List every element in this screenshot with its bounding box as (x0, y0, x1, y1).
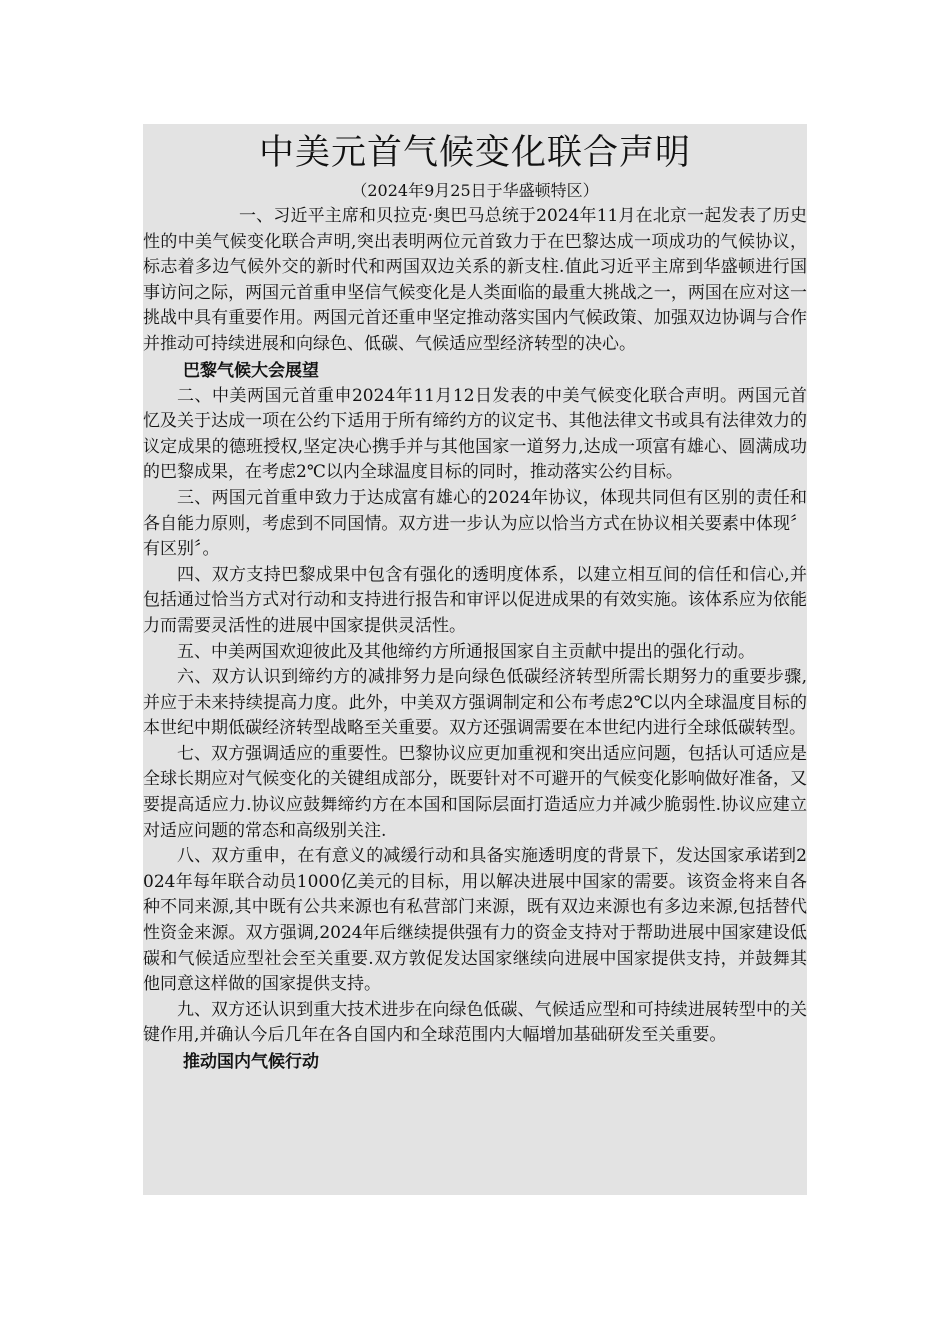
paragraph-6: 六、双方认识到缔约方的减排努力是向绿色低碳经济转型所需长期努力的重要步骤,并应于未来持续提高力度。此外，中美双方强调制定和公布考虑2℃以内全球温度目标的本世纪中期低碳经济转型战略至关重要。双方还强调需要在本世纪内进行全球低碳转型。 (143, 667, 807, 739)
paragraph-8: 八、双方重申，在有意义的减缓行动和具备实施透明度的背景下，发达国家承诺到2024年每年联合动员1000亿美元的目标，用以解决进展中国家的需要。该资金将来自各种不同来源,其中既有公共来源也有私营部门来源，既有双边来源也有多边来源,包括替代性资金来源。双方强调,2024年后继续提供强有力的资金支持对于帮助进展中国家建设低碳和气候适应型社会至关重要.双方敦促发达国家继续向进展中国家提供支持，并鼓舞其他同意这样做的国家提供支持。 (143, 846, 807, 995)
paragraph-4: 四、双方支持巴黎成果中包含有强化的透明度体系，以建立相互间的信任和信心,并包括通过恰当方式对行动和支持进行报告和审评以促进成果的有效实施。该体系应为依能力而需要灵活性的进展中国家提供灵活性。 (143, 564, 807, 636)
section-heading-paris-outlook: 巴黎气候大会展望 (183, 360, 319, 381)
document-title: 中美元首气候变化联合声明 (258, 133, 691, 173)
paragraph-9: 九、双方还认识到重大技术进步在向绿色低碳、气候适应型和可持续进展转型中的关键作用,并确认今后几年在各自国内和全球范围内大幅增加基础研发至关重要。 (143, 999, 807, 1046)
paragraph-1: 一、习近平主席和贝拉克·奥巴马总统于2024年11月在北京一起发表了历史性的中美气候变化联合声明,突出表明两位元首致力于在巴黎达成一项成功的气候协议，标志着多边气候外交的新时代和两国双边关系的新支柱.值此习近平主席到华盛顿进行国事访问之际，两国元首重申坚信气候变化是人类面临的最重大挑战之一，两国在应对这一挑战中具有重要作用。两国元首还重申坚定推动落实国内气候政策、加强双边协调与合作并推动可持续进展和向绿色、低碳、气候适应型经济转型的决心。 (143, 206, 807, 354)
section-heading-domestic-action: 推动国内气候行动 (183, 1052, 319, 1072)
paragraph-5: 五、中美两国欢迎彼此及其他缔约方所通报国家自主贡献中提出的强化行动。 (177, 641, 755, 662)
document-page (143, 124, 807, 1195)
document-date-location: （2024年9月25日于华盛顿特区） (351, 181, 599, 200)
paragraph-3: 三、两国元首重申致力于达成富有雄心的2024年协议，体现共同但有区别的责任和各自能力原则，考虑到不同国情。双方进一步认为应以恰当方式在协议相关要素中体现〞有区别〞。 (143, 487, 807, 560)
paragraph-2: 二、中美两国元首重申2024年11月12日发表的中美气候变化联合声明。两国元首忆及关于达成一项在公约下适用于所有缔约方的议定书、其他法律文书或具有法律效力的议定成果的德班授权,坚定决心携手并与其他国家一道努力,达成一项富有雄心、圆满成功的巴黎成果，在考虑2℃以内全球温度目标的同时，推动落实公约目标。 (143, 385, 807, 483)
paragraph-7: 七、双方强调适应的重要性。巴黎协议应更加重视和突出适应问题，包括认可适应是全球长期应对气候变化的关键组成部分，既要针对不可避开的气候变化影响做好准备，又要提高适应力.协议应鼓舞缔约方在本国和国际层面打造适应力并减少脆弱性.协议应建立对适应问题的常态和高级别关注. (143, 743, 807, 841)
